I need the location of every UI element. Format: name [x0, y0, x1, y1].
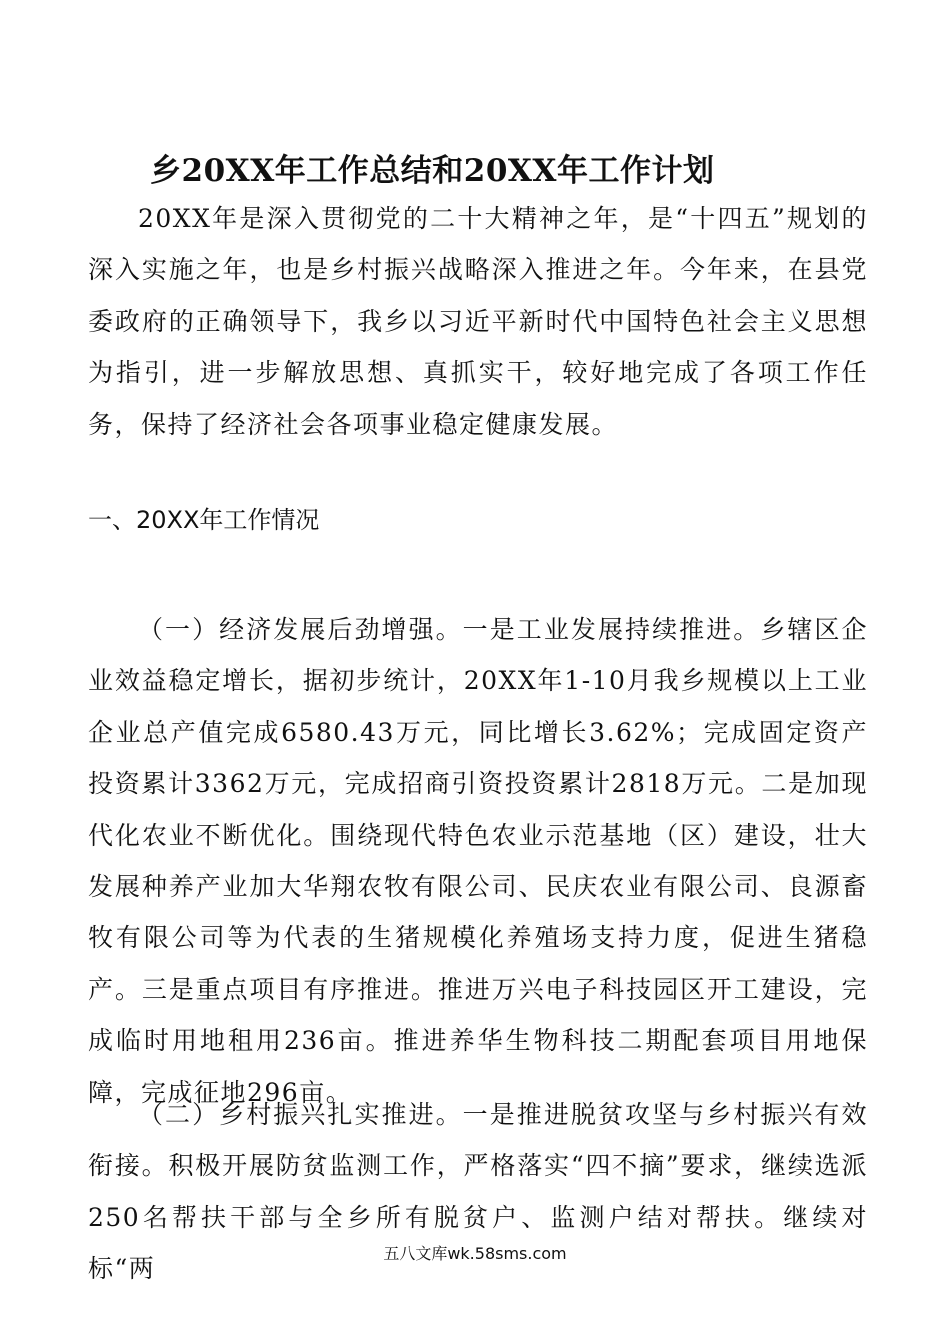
- body-paragraph-economy: （一）经济发展后劲增强。一是工业发展持续推进。乡辖区企业效益稳定增长，据初步统计，20XX年1-10月我乡规模以上工业企业总产值完成6580.43万元，同比增长3.62%；完成固定资产投资累计3362万元，完成招商引资投资累计2818万元。二是加现代化农业不断优化。围绕现代特色农业示范基地（区）建设，壮大发展种养产业加大华翔农牧有限公司、民庆农业有限公司、良源畜牧有限公司等为代表的生猪规模化养殖场支持力度，促进生猪稳产。三是重点项目有序推进。推进万兴电子科技园区开工建设，完成临时用地租用236亩。推进养华生物科技二期配套项目用地保障，完成征地296亩。: [88, 615, 868, 1107]
- document-title: 乡20XX年工作总结和20XX年工作计划: [150, 153, 715, 189]
- intro-paragraph: 20XX年是深入贯彻党的二十大精神之年，是“十四五”规划的深入实施之年，也是乡村振兴战略深入推进之年。今年来，在县党委政府的正确领导下，我乡以习近平新时代中国特色社会主义思想为指引，进一步解放思想、真抓实干，较好地完成了各项工作任务，保持了经济社会各项事业稳定健康发展。: [88, 204, 868, 439]
- footer-watermark: 五八文库wk.58sms.com: [383, 1244, 567, 1263]
- section-heading: 一、20XX年工作情况: [88, 506, 320, 534]
- body-paragraph-rural: （二）乡村振兴扎实推进。一是推进脱贫攻坚与乡村振兴有效衔接。积极开展防贫监测工作，严格落实“四不摘”要求，继续选派250名帮扶干部与全乡所有脱贫户、监测户结对帮扶。继续对标“两: [88, 1100, 868, 1284]
